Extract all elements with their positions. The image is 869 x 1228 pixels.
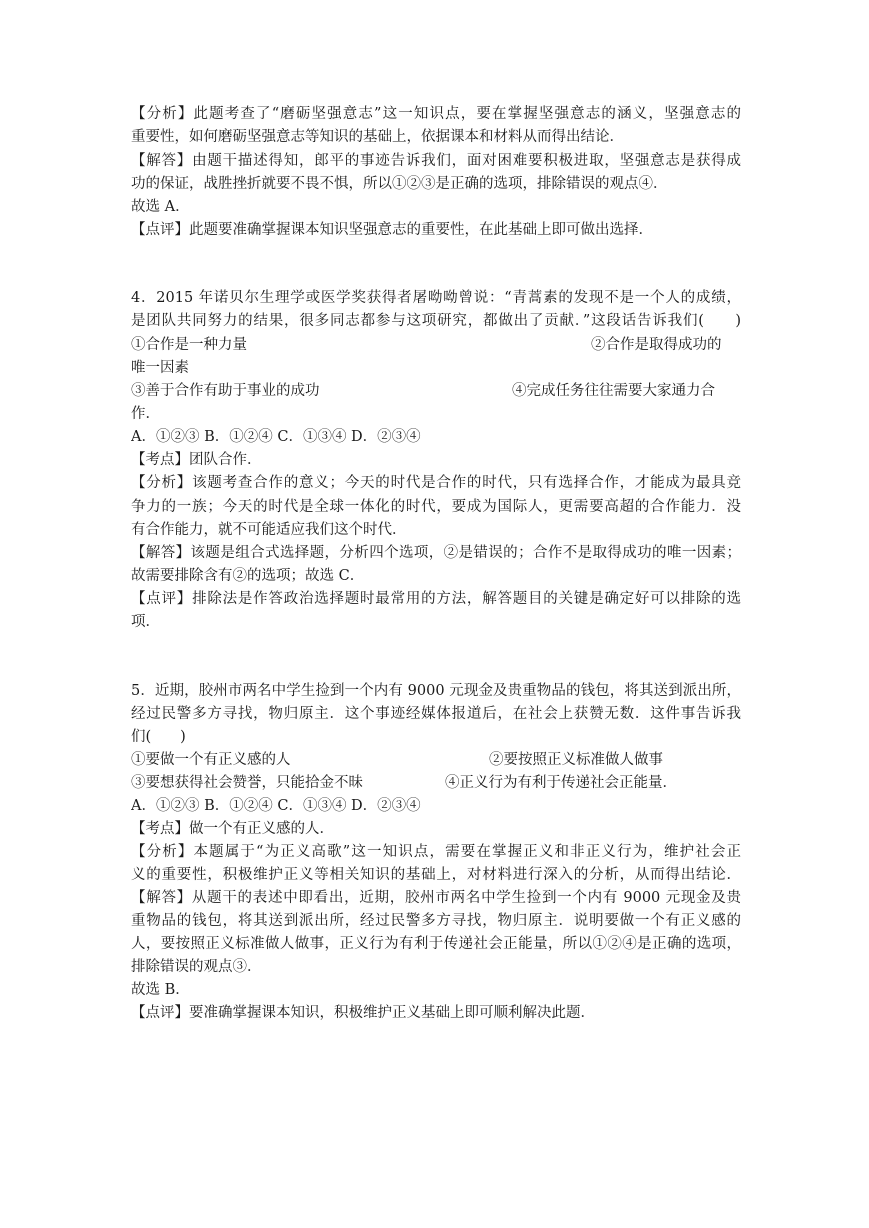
question-4-analysis: 【分析】该题考查合作的意义；今天的时代是合作的时代，只有选择合作，才能成为最具竞 xyxy=(131,475,741,491)
question-4-option-1: ①合作是一种力量 xyxy=(131,337,247,353)
answer-text: 功的保证，战胜挫折就要不畏不惧，所以①②③是正确的选项，排除错误的观点④． xyxy=(131,176,668,192)
question-5-kaodian: 【考点】做一个有正义感的人． xyxy=(131,821,334,837)
question-5-option-4: ④正义行为有利于传递社会正能量． xyxy=(445,775,677,791)
question-5-choice: 故选 B． xyxy=(131,982,190,998)
question-5-comment: 【点评】要准确掌握课本知识，积极维护正义基础上即可顺利解决此题． xyxy=(131,1005,595,1021)
question-4-option-3: ③善于合作有助于事业的成功 xyxy=(131,383,320,399)
question-4-answer: 故需要排除含有②的选项；故选 C． xyxy=(131,568,365,584)
question-4-kaodian: 【考点】团队合作． xyxy=(131,452,262,468)
question-5-analysis: 义的重要性，积极维护正义等相关知识的基础上，对材料进行深入的分析，从而得出结论． xyxy=(131,867,741,883)
question-5-stem: 经过民警多方寻找，物归原主．这个事迹经媒体报道后，在社会上获赞无数．这件事告诉我 xyxy=(131,706,741,722)
question-5-answer: 【解答】从题干的表述中即看出，近期，胶州市两名中学生捡到一个内有 9000 元现金及贵 xyxy=(131,890,741,906)
question-4-stem: 是团队共同努力的结果，很多同志都参与这项研究，都做出了贡献．”这段话告诉我们( ) xyxy=(131,313,741,329)
question-5-answer: 重物品的钱包，将其送到派出所，经过民警多方寻找，物归原主．说明要做一个有正义感的 xyxy=(131,913,741,929)
question-4-analysis: 争力的一族；今天的时代是全球一体化的时代，要成为国际人，更需要高超的合作能力．没 xyxy=(131,499,741,515)
question-4-option-2: ②合作是取得成功的 xyxy=(591,337,722,353)
question-5-answer: 排除错误的观点③． xyxy=(131,959,262,975)
question-4-option-4: ④完成任务往往需要大家通力合 xyxy=(512,383,715,399)
question-5-stem: 5．近期，胶州市两名中学生捡到一个内有 9000 元现金及贵重物品的钱包，将其送到派出所， xyxy=(131,683,741,699)
question-4-answer: 【解答】该题是组合式选择题，分析四个选项，②是错误的；合作不是取得成功的唯一因素； xyxy=(131,545,741,561)
answer-text: 【解答】由题干描述得知，郎平的事迹告诉我们，面对困难要积极进取，坚强意志是获得成 xyxy=(131,153,741,169)
question-5-choices: A．①②③ B．①②④ C．①③④ D．②③④ xyxy=(131,798,421,814)
question-4-option-4-cont: 作． xyxy=(131,406,160,422)
question-4-choices: A．①②③ B．①②④ C．①③④ D．②③④ xyxy=(131,429,421,445)
comment-text: 【点评】此题要准确掌握课本知识坚强意志的重要性，在此基础上即可做出选择． xyxy=(131,222,653,238)
question-5-option-1: ①要做一个有正义感的人 xyxy=(131,752,291,768)
analysis-text: 重要性，如何磨砺坚强意志等知识的基础上，依据课本和材料从而得出结论． xyxy=(131,129,624,145)
analysis-text: 【分析】此题考查了“磨砺坚强意志”这一知识点，要在掌握坚强意志的涵义，坚强意志的 xyxy=(131,106,741,122)
question-4-stem: 4．2015 年诺贝尔生理学或医学奖获得者屠呦呦曾说：“青蒿素的发现不是一个人的成绩， xyxy=(131,290,741,306)
question-4-option-2-cont: 唯一因素 xyxy=(131,360,189,376)
question-4-comment: 项． xyxy=(131,614,160,630)
question-5-stem: 们( ) xyxy=(131,729,186,745)
question-4-analysis: 有合作能力，就不可能适应我们这个时代． xyxy=(131,522,407,538)
question-5-option-2: ②要按照正义标准做人做事 xyxy=(489,752,663,768)
question-4-comment: 【点评】排除法是作答政治选择题时最常用的方法，解答题目的关键是确定好可以排除的选 xyxy=(131,591,741,607)
choice-text: 故选 A． xyxy=(131,199,190,215)
question-5-option-3: ③要想获得社会赞誉，只能拾金不昧 xyxy=(131,775,363,791)
question-5-analysis: 【分析】本题属于“为正义高歌”这一知识点，需要在掌握正义和非正义行为，维护社会正 xyxy=(131,844,741,860)
question-5-answer: 人，要按照正义标准做人做事，正义行为有利于传递社会正能量，所以①②④是正确的选项， xyxy=(131,936,741,952)
